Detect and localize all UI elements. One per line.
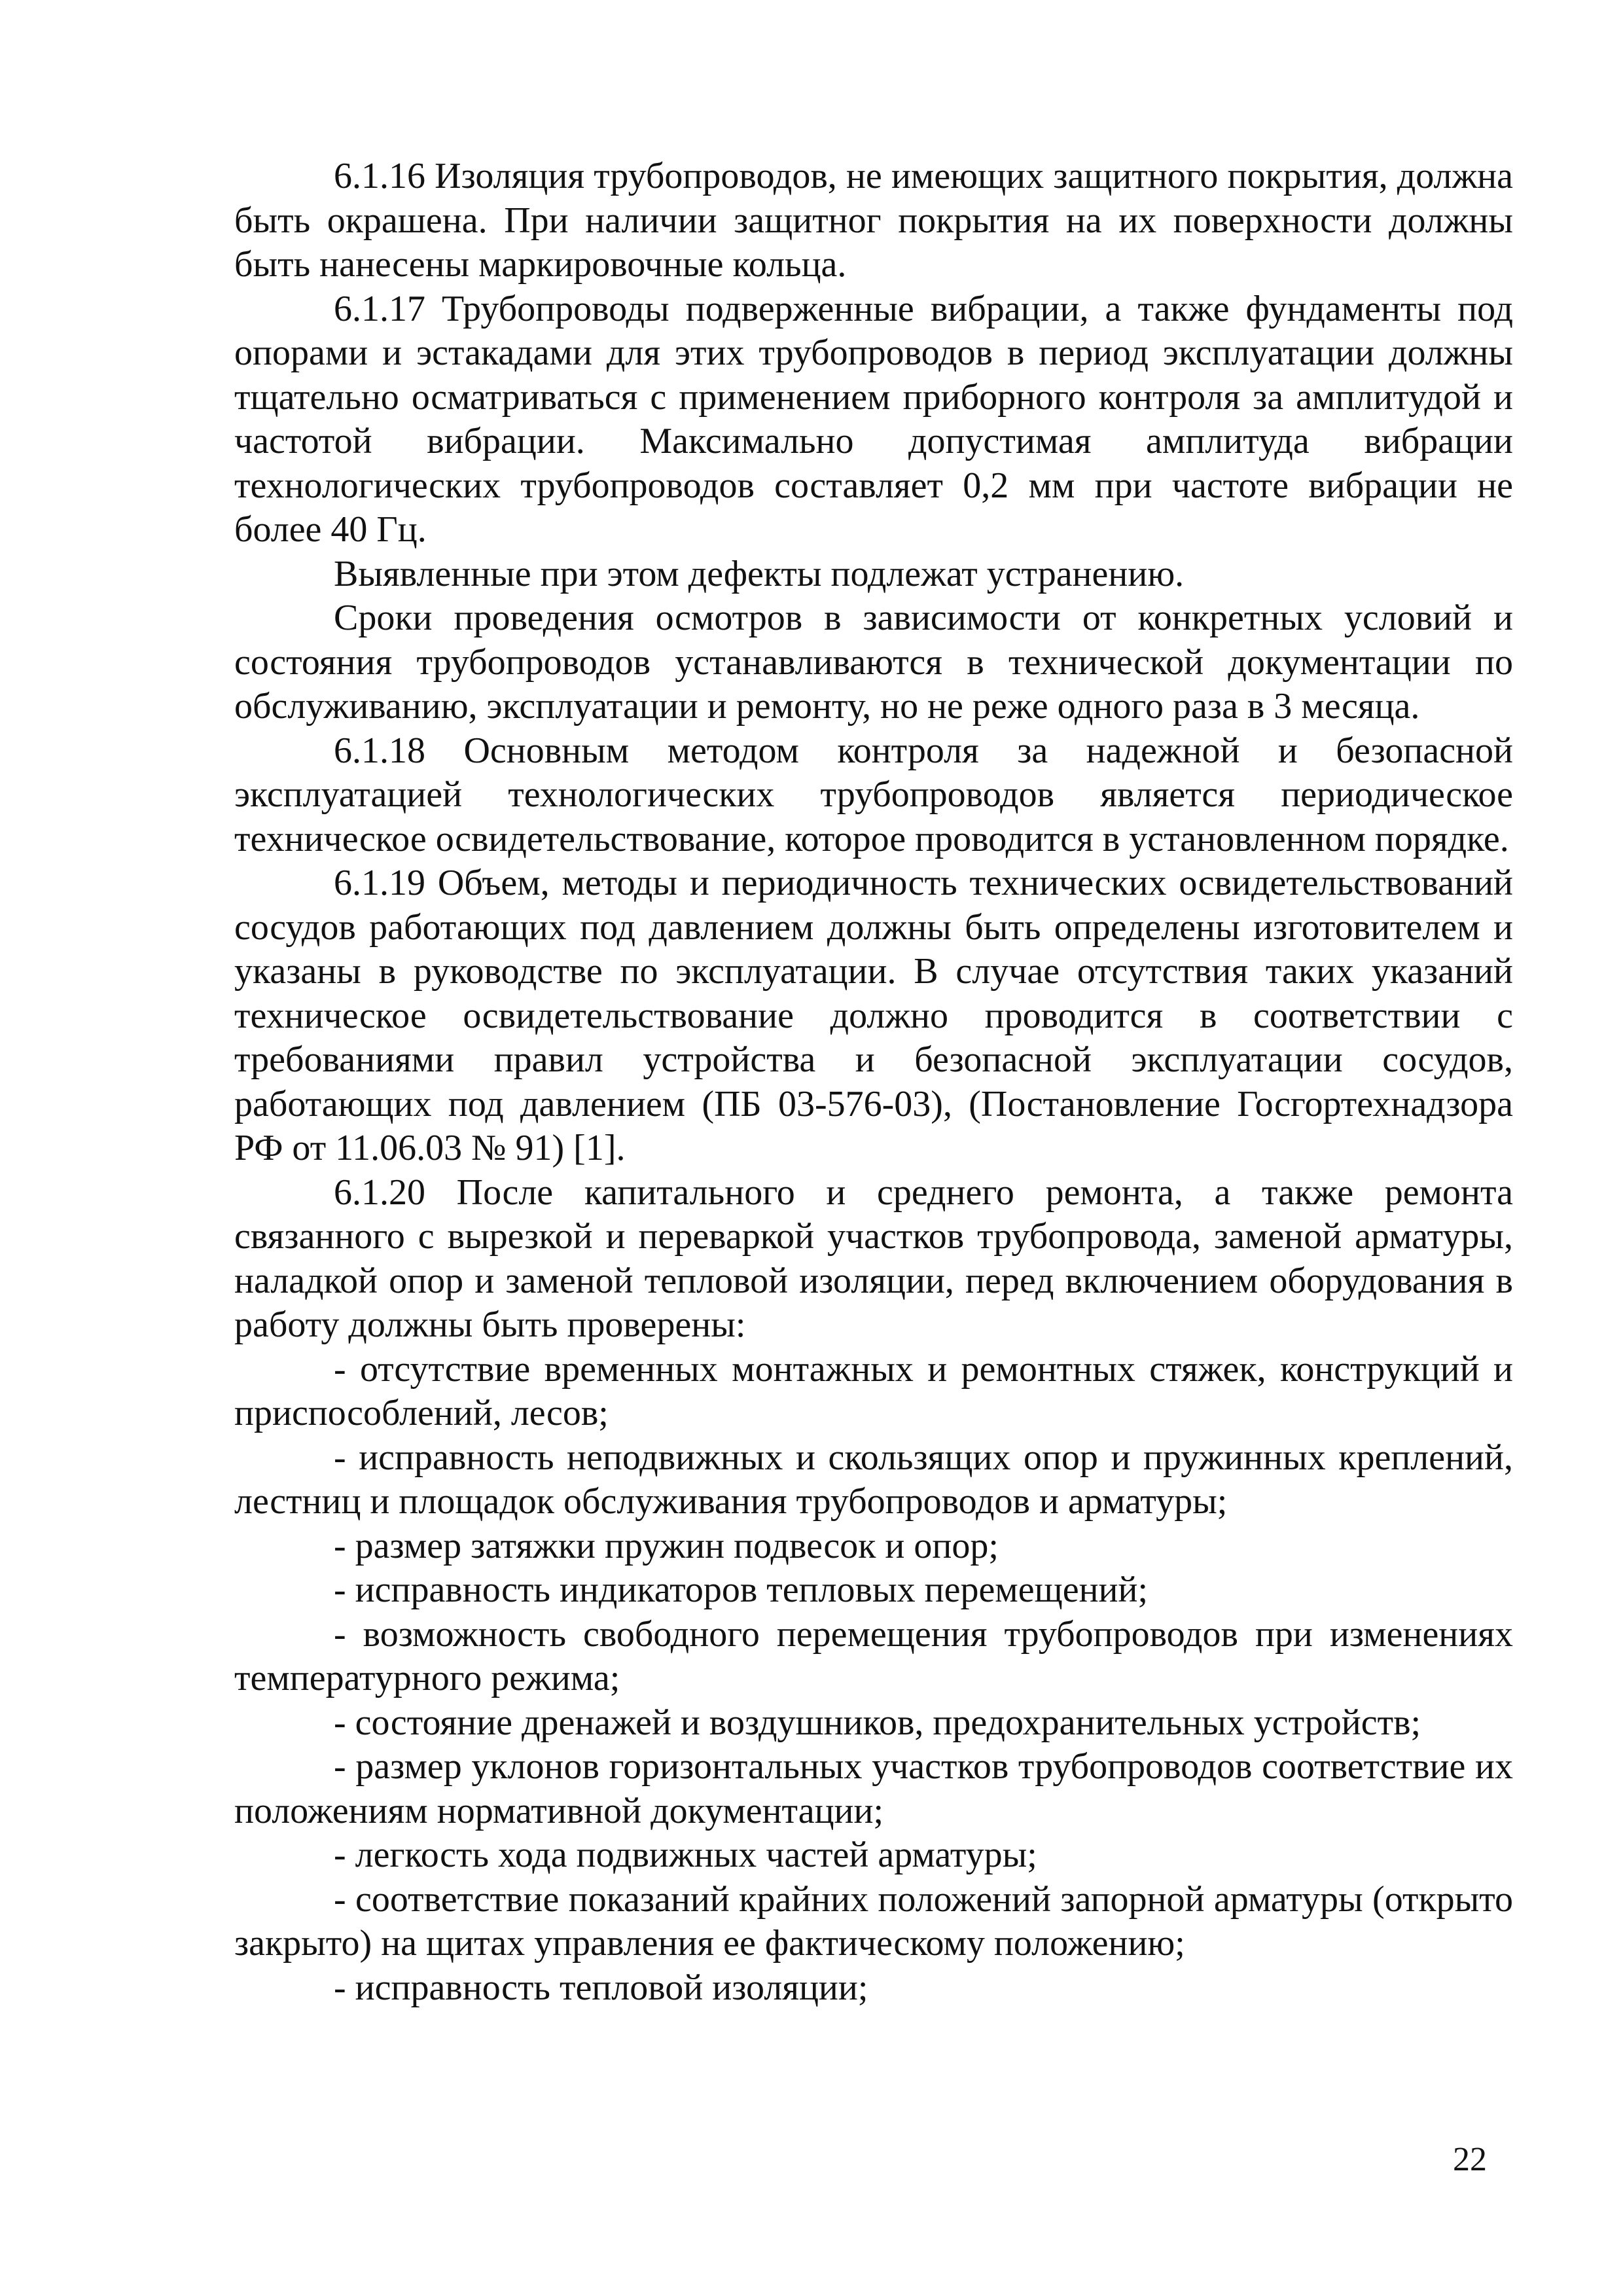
- paragraph-defects: Выявленные при этом дефекты подлежат устранению.: [334, 553, 1185, 594]
- document-body: [234, 154, 1513, 2010]
- paragraph-6-1-18: 6.1.18 Основным методом контроля за надежной и безопасной эксплуатацией технологических трубопроводов является периодическое техническое освидетельствование, которое проводится в установленном порядке.: [234, 730, 1513, 859]
- list-item: - размер затяжки пружин подвесок и опор;: [334, 1525, 999, 1566]
- list-item: - исправность индикаторов тепловых перемещений;: [334, 1570, 1149, 1610]
- list-item: - возможность свободного перемещения трубопроводов при изменениях температурного режима;: [234, 1613, 1513, 1698]
- list-item: - состояние дренажей и воздушников, предохранительных устройств;: [334, 1702, 1421, 1743]
- page-number: 22: [1453, 2141, 1487, 2178]
- paragraph-6-1-16: 6.1.16 Изоляция трубопроводов, не имеющих защитного покрытия, должна быть окрашена. При наличии защитног покрытия на их поверхности должны быть нанесены маркировочные кольца.: [234, 156, 1513, 285]
- list-item: - размер уклонов горизонтальных участков трубопроводов соответствие их положениям нормативной документации;: [234, 1746, 1513, 1831]
- list-item: - легкость хода подвижных частей арматуры;: [334, 1835, 1037, 1875]
- paragraph-6-1-17: 6.1.17 Трубопроводы подверженные вибрации, а также фундаменты под опорами и эстакадами для этих трубопроводов в период эксплуатации должны тщательно осматриваться с применением приборного контроля за амплитудой и частотой вибрации. Максимально допустимая амплитуда вибрации технологических трубопроводов составляет 0,2 мм при частоте вибрации не более 40 Гц.: [234, 288, 1513, 550]
- list-item: - отсутствие временных монтажных и ремонтных стяжек, конструкций и приспособлений, лесов;: [234, 1348, 1513, 1433]
- list-item: - исправность неподвижных и скользящих опор и пружинных креплений, лестниц и площадок обслуживания трубопроводов и арматуры;: [234, 1437, 1513, 1522]
- list-item: - исправность тепловой изоляции;: [334, 1967, 868, 2008]
- paragraph-inspection-terms: Сроки проведения осмотров в зависимости от конкретных условий и состояния трубопроводов устанавливаются в технической документации по обслуживанию, эксплуатации и ремонту, но не реже одного раза в 3 месяца.: [234, 598, 1513, 726]
- paragraph-6-1-20: 6.1.20 После капитального и среднего ремонта, а также ремонта связанного с вырезкой и переваркой участков трубопровода, заменой арматуры, наладкой опор и заменой тепловой изоляции, перед включением оборудования в работу должны быть проверены:: [234, 1172, 1513, 1345]
- paragraph-6-1-19: 6.1.19 Объем, методы и периодичность технических освидетельствований сосудов работающих под давлением должны быть определены изготовителем и указаны в руководстве по эксплуатации. В случае отсутствия таких указаний техническое освидетельствование должно проводится в соответствии с требованиями правил устройства и безопасной эксплуатации сосудов, работающих под давлением (ПБ 03-576-03), (Постановление Госгортехнадзора РФ от 11.06.03 № 91) [1].: [234, 863, 1513, 1168]
- list-item: - соответствие показаний крайних положений запорной арматуры (открыто закрыто) на щитах управления ее фактическому положению;: [234, 1878, 1513, 1964]
